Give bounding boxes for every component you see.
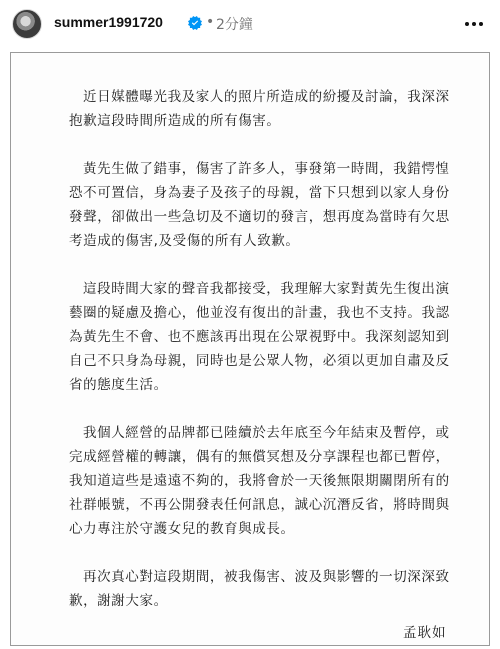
statement-paragraph-3: 這段時間大家的聲音我都接受，我理解大家對黃先生復出演藝圈的疑慮及擔心，他並沒有復出的計畫，我也不支持。我認為黃先生不會、也不應該再出現在公眾視野中。我深刻認知到自己不只身為母親，同時也是公眾人物，必須以更加自肅及反省的態度生活。 (69, 281, 450, 393)
statement-paragraph-1: 近日媒體曝光我及家人的照片所造成的紛擾及討論，我深深抱歉這段時間所造成的所有傷害。 (69, 89, 450, 129)
verified-badge-icon (188, 16, 202, 30)
more-options-icon[interactable] (462, 14, 486, 34)
statement-paragraph-2: 黃先生做了錯事，傷害了許多人，事發第一時間，我錯愕惶恐不可置信，身為妻子及孩子的母親，當下只想到以家人身份發聲，卻做出一些急切及不適切的發言，想再度為當時有欠思考造成的傷害,及受傷的所有人致歉。 (69, 161, 450, 249)
statement-image (10, 52, 490, 646)
username-link[interactable]: summer1991720 (54, 14, 163, 30)
statement-paragraph-4: 我個人經營的品牌都已陸續於去年底至今年結束及暫停，或完成經營權的轉讓，偶有的無償冥想及分享課程也都已暫停，我知道這些是遠遠不夠的，我將會於一天後無限期關閉所有的社群帳號，不再公開發表任何訊息，誠心沉潛反省，將時間與心力專注於守護女兒的教育與成長。 (69, 425, 450, 537)
separator-dot: • (206, 14, 215, 30)
statement-paragraph-5: 再次真心對這段期間，被我傷害、波及與影響的一切深深致歉，謝謝大家。 (69, 569, 450, 609)
statement-signature: 孟耿如 (403, 625, 447, 641)
avatar[interactable] (12, 9, 42, 39)
post-timestamp[interactable]: 2分鐘 (216, 17, 253, 33)
post-header (0, 0, 500, 48)
